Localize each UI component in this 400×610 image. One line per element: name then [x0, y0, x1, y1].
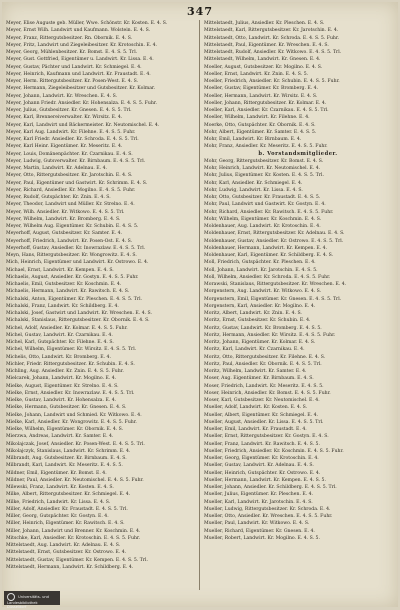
list-item: Mueller, August, Ansiedler. Kr. Lissa. E. 4. S. 5. Trl.	[204, 419, 324, 425]
list-item: Moser, Aug. Eigentümer. Kr. Birnbaum. E. 4. S.	[204, 376, 314, 382]
list-item: Meyer, Franz, Rittergutsbesitzer. Rn. Obornik. E. 4. S.	[6, 35, 133, 41]
list-item: Moll, Johann, Landwirt. Kr. Jarotschin. E. 4. S. 5.	[204, 267, 318, 273]
list-item: Moeller, Ernst, Landwirt. Kr. Znin. E. 4. S. 5.	[204, 71, 309, 77]
list-item: Mueller, Albert, Eigentümer. Kr. Schmiegel. E. 4.	[204, 412, 318, 418]
list-item: Mueller, Richard, Eigentümer. Kr. Gnesen. E. 4.	[204, 528, 315, 534]
list-item: Mueller, Robert, Landwirt. Kr. Mogilno. E. 4. S. 5.	[204, 535, 320, 541]
library-footer	[4, 591, 60, 610]
list-item: Mittelstaedt, Julius, Ansiedler. Kr. Pleschen. E. 4. S.	[204, 21, 325, 26]
list-item: Moeller, August, Gutsbesitzer. Kr. Mogilno. E. 4. S.	[204, 64, 323, 70]
list-item: Mielke, August, Eigentümer. Kr. Strelno. E. 4. S.	[6, 383, 119, 389]
list-item: Mielke, Karl, Ansiedler. Kr. Wongrowitz. E. 4. S. 5. Fuhr.	[6, 419, 137, 425]
section-heading: b. Vorstandsmitglieder.	[258, 150, 338, 157]
list-item: Meyer, Theodor, Landwirt und Müller. Kr. Strelno. E. 4.	[6, 202, 135, 208]
list-item: Morgenstern, Aug. Landwirt. Kr. Witkowo. E. 4. S.	[204, 289, 322, 295]
list-item: Mich, Heinrich, Eigentümer und Landwirt. Kr. Ostrowo. E. 4.	[6, 260, 149, 266]
page-number: 347	[187, 5, 213, 18]
list-item: Meyer, Karl Friedr. Ansiedler. Kr. Schroda. E. 4. S. 5. Trl.	[6, 137, 139, 142]
list-item: Michalski, Josef, Gastwirt und Landwirt. Kr. Wreschen. E. 4. S.	[6, 311, 152, 316]
list-item: Michaelis, August, Ansiedler. Kr. Gostyn. E. 4. S. 5. Fuhr.	[6, 274, 139, 280]
list-item: Meyer, Rudolf, Gutspächter. Kr. Znin. E. 4. S.	[6, 195, 111, 200]
list-item: Moritz, Albert, Landwirt. Kr. Znin. E. 4. S.	[204, 311, 302, 316]
list-item: Meyer, Elise Auguste geb. Müller, Wwe. Schönstr. Kr. Kosten. E. 4. S.	[6, 21, 168, 26]
list-item: Mielke, Johann, Landwirt und Schmied. Kr. Witkowo. E. 4.	[6, 412, 142, 418]
list-item: Moritz, Paul, Ansiedler. Kr. Obornik. E. 4. S. 5. Trl.	[204, 361, 322, 367]
list-item: Moritz, Johann, Eigentümer. Kr. Kolmar. E. 4. S.	[204, 340, 316, 345]
list-item: Moldenhauer, Aug. Landwirt. Kr. Krotoschin. E. 4.	[204, 224, 321, 229]
list-item: Miller, Georg, Gutspächter. Kr. Gostyn. E. 4.	[6, 514, 109, 519]
list-item: Michaelis, Hermann, Landwirt. Kr. Rawitsch. E. 4. S.	[6, 289, 130, 295]
list-item: Meyer, Karl Aug. Landwirt. Kr. Filehne. E. 4. S. 5. Fuhr.	[6, 129, 136, 135]
list-item: Miller, Heinrich, Eigentümer. Kr. Rawitsch. E. 4. S.	[6, 521, 125, 527]
list-item: Meyer, Hermann, Ziegeleibesitzer und Gutsbesitzer. Kr. Kolmar.	[6, 86, 156, 92]
list-item: Mielke, Gustav, Landwirt. Kr. Hohensalza. E. 4.	[6, 398, 117, 403]
list-item: Michalski, Anton, Eigentümer. Kr. Pleschen. E. 4. S. 5. Trl.	[6, 296, 143, 302]
list-item: Meyer, Julius, Gutsbesitzer. Kr. Gnesen. E. 4. S. 5. Trl.	[6, 108, 132, 113]
left-column	[6, 20, 194, 590]
list-item: Mohr, Ludwig, Landwirt. Kr. Lissa. E. 4. S.	[204, 187, 303, 193]
list-item: Moritz, Karl, Landwirt. Kr. Czarnikau. E. 4.	[204, 347, 305, 353]
list-item: Moritz, Gustav, Landwirt. Kr. Bromberg. E. 4. S. 5.	[204, 325, 322, 331]
list-item: Mohr, Julius, Eigentümer. Kr. Kosten. E. 4. S. 5. Trl.	[204, 173, 324, 179]
list-item: Moll, Friedrich, Gutspächter. Kr. Pleschen. E. 4.	[204, 260, 316, 266]
list-item: Mittelstaedt, Karl, Rittergutsbesitzer. Kr. Jarotschin. E. 4.	[204, 28, 339, 34]
list-item: Moerke, Otto, Gutspächter. Kr. Obornik. E. 4. S.	[204, 122, 316, 128]
list-item: Michelis, Otto, Landwirt. Kr. Bromberg. E. 4.	[6, 354, 111, 360]
list-item: Meyer, Karl Heinr. Eigentümer. Kr. Meseritz. E. 4.	[6, 144, 123, 150]
list-item: Mueller, Paul, Landwirt. Kr. Witkowo. E. 4. S.	[204, 521, 310, 527]
list-item: Mittelstaedt, Aug. Landwirt. Kr. Adelnau. E. 4. S.	[6, 543, 121, 548]
footer-line-2: Landesbibliothek Düsseldorf	[7, 601, 38, 610]
list-item: Milewski, Franz, Landwirt. Kr. Kosten. E. 4. S.	[6, 485, 114, 490]
list-item: Moritz, Otto, Rittergutsbesitzer. Kr. Filehne. E. 4. S.	[204, 354, 326, 360]
list-item: Moldenhauer, Hermann, Landwirt. Kr. Kempen. E. 4.	[204, 245, 328, 251]
list-item: Meyer, Karl, Landwirt und Bäckermeister. Kr. Neutomischel. E. 4.	[6, 122, 160, 128]
list-item: Mueller, Emil, Landwirt. Kr. Fraustadt. E. 4.	[204, 427, 307, 432]
library-logo-icon	[7, 593, 15, 601]
list-item: Mildner, Emil, Eigentümer. Kr. Bomst. E. 4.	[6, 470, 107, 476]
footer-line-1: Universitäts- und	[18, 595, 49, 599]
list-item: Mikolajczak, Josef, Ansiedler. Kr. Posen-West. E. 4. S. 5. Trl.	[6, 441, 145, 447]
list-item: Mohr, Wilhelm, Eigentümer. Kr. Koschmin. E. 4. S.	[204, 216, 322, 222]
list-item: Michel, Gustav, Landwirt. Kr. Czarnikau. E. 4.	[6, 332, 113, 338]
list-item: Mueller, Ernst, Rittergutsbesitzer. Kr. Gostyn. E. 4. S.	[204, 434, 329, 440]
list-item: Meyer, Martin, Landwirt. Kr. Adelnau. E. 4.	[6, 166, 107, 171]
list-item: Mierzwa, Andreas, Landwirt. Kr. Samter. E. 4.	[6, 434, 114, 440]
list-item: Moeller, Johann, Rittergutsbesitzer. Kr. Kolmar. E. 4.	[204, 100, 327, 106]
list-item: Mikolajczyk, Stanislaus, Landwirt. Kr. Schrimm. E. 4.	[6, 448, 131, 454]
list-item: Mielcarek, Johann, Landwirt. Kr. Mogilno. E. 4.	[6, 376, 117, 382]
list-item: Michling, Aug. Ansiedler. Kr. Znin. E. 4. S. 5. Fuhr.	[6, 369, 124, 374]
list-item: Mueller, Gustav, Landwirt. Kr. Adelnau. E. 4. S.	[204, 463, 314, 469]
list-item: Mueller, Adolf, Landwirt. Kr. Kosten. E. 4. S.	[204, 405, 308, 411]
list-item: Mueller, Hermann, Landwirt. Kr. Kempen. E. 4. S. 5.	[204, 477, 326, 483]
list-item: Mohr, Otto, Gutsbesitzer. Kr. Fraustadt. E. 4. S. 5.	[204, 195, 321, 200]
list-item: Moritz, Ernst, Gutsbesitzer. Kr. Schubin. E. 4.	[204, 318, 311, 324]
list-item: Meyer, Karl, Brennereiverwalter. Kr. Wirsitz. E. 4.	[6, 115, 123, 121]
list-item: Mielke, Ernst, Ansiedler. Kr. Inowrazlaw. E. 4. S. 5. Trl.	[6, 390, 135, 396]
list-item: Moritz, Wilhelm, Landwirt. Kr. Samter. E. 4.	[204, 369, 307, 374]
list-item: Meyerhoff, Friedrich, Landwirt. Kr. Posen-Ost. E. 4. S.	[6, 238, 133, 244]
list-item: Meyer, Otto, Rittergutsbesitzer. Kr. Jarotschin. E. 4. S.	[6, 173, 133, 179]
list-item: Mildner, Paul, Ansiedler. Kr. Neutomischel. E. 4. S. 5. Fuhr.	[6, 477, 144, 483]
list-item: Moldenhauer, Gustav, Ansiedler. Kr. Ostrowo. E. 4. S. 5. Trl.	[204, 238, 344, 244]
column-divider	[199, 20, 200, 590]
list-item: Michel, Adolf, Ansiedler. Kr. Kolmar. E. 4. S. 5. Fuhr.	[6, 325, 128, 331]
list-item: Mohr, Heinrich, Landwirt. Kr. Neutomischel. E. 4.	[204, 166, 321, 171]
list-item: Michalski, Stanislaus, Rittergutsbesitzer. Kr. Obornik. E. 4. S.	[6, 318, 150, 324]
list-item: Michler, Friedr. Rittergutsbesitzer. Kr. Schubin. E. 4. S.	[6, 361, 135, 367]
list-item: Moeller, Gustav, Eigentümer. Kr. Bromberg. E. 4.	[204, 86, 319, 92]
list-item: Mohr, Albert, Eigentümer. Kr. Samter. E. 4. S. 5.	[204, 129, 317, 135]
list-item: Meyerhoff, August, Gutsbesitzer. Kr. Samter. E. 4.	[6, 231, 123, 237]
list-item: Meyer, Heinrich, Kaufmann und Landwirt. Kr. Fraustadt. E. 4.	[6, 71, 151, 77]
list-item: Milke, Friedrich, Landwirt. Kr. Lissa. E. 4. S.	[6, 499, 111, 505]
list-item: Mittelstaedt, Hermann, Landwirt. Kr. Schildberg. E. 4.	[6, 564, 134, 570]
list-item: Moeller, Wilhelm, Landwirt. Kr. Filehne. E. 4.	[204, 115, 310, 121]
list-item: Michaelis, Emil, Gutsbesitzer. Kr. Koschmin. E. 4.	[6, 282, 122, 287]
list-item: Michel, Karl, Gutspächter. Kr. Filehne. E. 4. S.	[6, 340, 114, 345]
list-item: Mohr, Franz, Ansiedler. Kr. Meseritz. E. 4. S. 5. Fuhr.	[204, 144, 328, 150]
list-item: Meyer, Herm. Rittergutsbesitzer. Kr. Posen-West. E. 4. S.	[6, 79, 139, 84]
list-item: Moritz, Hermann, Ansiedler. Kr. Wirsitz. E. 4. S. 5. Fuhr.	[204, 332, 336, 338]
list-item: Morgenstern, Karl, Ansiedler. Kr. Mogilno. E. 4.	[204, 303, 316, 309]
list-item: Meyer, Paul, Eigentümer und Gastwirt. Kr. Schrimm. E. 4. S.	[6, 180, 148, 186]
list-item: Miller, Adolf, Ansiedler. Kr. Fraustadt. E. 4. S. 5. Trl.	[6, 506, 128, 512]
list-item: Meyn, Hans, Rittergutsbesitzer. Kr. Wongrowitz. E. 4. S.	[6, 253, 137, 258]
list-item: Moeller, Hermann, Landwirt. Kr. Wirsitz. E. 4. S.	[204, 93, 318, 99]
list-item: Mohr, Richard, Ansiedler. Kr. Rawitsch. E. 4. S. 5. Fuhr.	[204, 209, 334, 215]
list-item: Moser, Friedrich, Landwirt. Kr. Meseritz. E. 4. S. 5.	[204, 383, 324, 389]
list-item: Mielke, Wilhelm, Eigentümer. Kr. Obornik. E. 4. S.	[6, 427, 124, 432]
list-item: Mueller, Heinrich, Gutspächter. Kr. Ostrowo. E. 4.	[204, 470, 321, 476]
list-item: Mittelstaedt, Gustav, Eigentümer. Kr. Kempen. E. 4. S. 5. Trl.	[6, 557, 148, 563]
list-item: Mueller, Ludwig, Rittergutsbesitzer. Kr. Schroda. E. 4.	[204, 506, 331, 512]
list-item: Mueller, Georg, Eigentümer. Kr. Krotoschin. E. 4.	[204, 456, 319, 461]
list-item: Meyer, Gust. Gottfried, Eigentümer u. Landwirt. Kr. Lissa. E. 4.	[6, 57, 154, 63]
list-item: Mittelstaedt, Rudolf, Ansiedler. Kr. Witkowo. E. 4. S. 5. Trl.	[204, 50, 342, 55]
list-item: Mittelstaedt, Ernst, Gutsbesitzer. Kr. Ostrowo. E. 4.	[6, 550, 127, 556]
list-item: Meyer, Wilh. Ansiedler. Kr. Witkowo. E. 4. S. 5. Trl.	[6, 209, 125, 215]
list-item: Meyerhoff, Gustav, Ansiedler. Kr. Inowrazlaw. E. 4. S. 5. Trl.	[6, 245, 146, 251]
list-item: Morawski, Stanislaus, Rittergutsbesitzer. Kr. Wreschen. E. 4.	[204, 282, 347, 287]
list-item: Michalski, Franz, Landwirt. Kr. Schildberg. E. 4.	[6, 303, 119, 309]
list-item: Mittelstaedt, Paul, Eigentümer. Kr. Wreschen. E. 4. S.	[204, 42, 329, 48]
right-column	[204, 20, 392, 590]
list-item: Meyer, Richard, Ansiedler. Kr. Mogilno. E. 4. S. 5. Fuhr.	[6, 187, 136, 193]
list-item: Moldenhauer, Ernst, Rittergutsbesitzer. Kr. Adelnau. E. 4. S.	[204, 231, 345, 237]
list-item: Mohr, Paul, Landwirt und Gastwirt. Kr. Gostyn. E. 4.	[204, 202, 326, 208]
list-item: Moser, Karl, Gutsbesitzer. Kr. Neutomischel. E. 4.	[204, 398, 320, 403]
list-item: Mohr, Emil, Landwirt. Kr. Birnbaum. E. 4.	[204, 137, 302, 142]
list-item: Miller, Johann, Landwirt und Brenner. Kr. Koschmin. E. 4.	[6, 528, 141, 534]
list-item: Moeller, Friedrich, Ansiedler. Kr. Schubin. E. 4. S. 5. Fuhr.	[204, 79, 340, 84]
list-item: Michel, Wilhelm, Eigentümer. Kr. Wirsitz. E. 4. S. 5. Trl.	[6, 347, 137, 353]
list-item: Moldenhauer, Karl, Eigentümer. Kr. Schildberg. E. 4. S.	[204, 253, 334, 258]
list-item: Meyer, Gustav, Pächter und Landwirt. Kr. Schmiegel. E. 4.	[6, 64, 142, 70]
list-item: Meyer, Georg, Mühlenbesitzer. Kr. Bomst. E. 4. S. 5. Trl.	[6, 50, 138, 55]
list-item: Morgenstern, Emil, Eigentümer. Kr. Gnesen. E. 4. S. 5. Trl.	[204, 296, 342, 302]
list-item: Mittelstaedt, Wilhelm, Landwirt. Kr. Gnesen. E. 4.	[204, 57, 321, 63]
list-item: Meyer, Ernst Wilh. Landwirt und Kaufmann. Wolstein. E. 4. S.	[6, 28, 151, 34]
list-item: Mueller, Julius, Eigentümer. Kr. Pleschen. E. 4.	[204, 492, 314, 498]
list-item: Milbrandt, Aug. Gutsbesitzer. Kr. Birnbaum. E. 4. S.	[6, 456, 127, 461]
list-item: Mueller, Johann, Ansiedler. Kr. Schildberg. E. 4. S. 5. Trl.	[204, 485, 337, 490]
list-item: Mittelstaedt, Otto, Landwirt. Kr. Schroda. E. 4. S. 5. Fuhr.	[204, 35, 340, 41]
list-item: Milbrandt, Karl, Landwirt. Kr. Meseritz. E. 4. S. 5.	[6, 463, 123, 469]
list-item: Mitschke, Karl, Ansiedler. Kr. Krotoschin. E. 4. S. 5. Fuhr.	[6, 535, 141, 541]
list-item: Meyer, Wilhelm, Landwirt. Kr. Bromberg. E. 4. S.	[6, 216, 121, 222]
list-item: Mueller, Otto, Ansiedler. Kr. Wreschen. E. 4. S. 5. Fuhr.	[204, 514, 333, 519]
list-item: Meyer, Johann Friedr. Ansiedler. Kr. Hohensalza. E. 4. S. 5. Fuhr.	[6, 100, 157, 106]
list-item: Meyer, Louis, Domänenpächter. Kr. Czarnikau. E. 4. S.	[6, 151, 133, 157]
list-item: Mielke, Hermann, Gutsbesitzer. Kr. Gnesen. E. 4. S.	[6, 405, 127, 411]
list-item: Moeller, Karl, Ansiedler. Kr. Czarnikau. E. 4. S. 5. Trl.	[204, 108, 329, 113]
list-item: Milke, Albert, Rittergutsbesitzer. Kr. Schmiegel. E. 4.	[6, 492, 131, 498]
list-item: Meyer, Johann, Landwirt. Kr. Wreschen. E. 4. S.	[6, 93, 118, 99]
list-item: Mohr, Karl, Ansiedler. Kr. Schmiegel. E. 4.	[204, 180, 303, 186]
list-item: Meyer, Fritz, Landwirt und Ziegeleibesitzer. Kr. Krotoschin. E. 4.	[6, 42, 158, 48]
list-item: Mueller, Franz, Landwirt. Kr. Rawitsch. E. 4. S. 5.	[204, 441, 320, 447]
list-item: Mohr, Georg, Rittergutsbesitzer. Kr. Bomst. E. 4. S.	[204, 158, 324, 164]
list-item: Moser, Heinrich, Ansiedler. Kr. Bomst. E. 4. S. 5. Fuhr.	[204, 390, 331, 396]
list-item: Meyer, Ludwig, Gutsverwalter. Kr. Birnbaum. E. 4. S. 5. Trl.	[6, 158, 146, 164]
list-item: Michael, Ernst, Landwirt. Kr. Kempen. E. 4. S.	[6, 267, 114, 273]
list-item: Meyer, Wilhelm Aug. Eigentümer. Kr. Schubin. E. 4. S. 5.	[6, 224, 139, 229]
list-item: Mueller, Friedrich, Ansiedler. Kr. Koschmin. E. 4. S. 5. Fuhr.	[204, 448, 344, 454]
list-item: Mueller, Karl, Landwirt. Kr. Jarotschin. E. 4. S.	[204, 499, 313, 505]
list-item: Moll, Wilhelm, Ansiedler. Kr. Schroda. E. 4. S. 5. Fuhr.	[204, 274, 331, 280]
